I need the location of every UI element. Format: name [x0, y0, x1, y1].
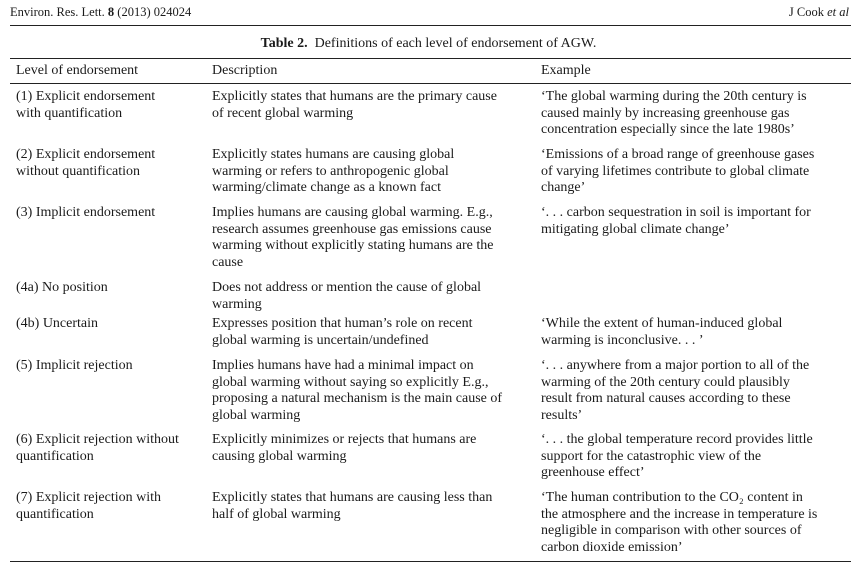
caption-label: Table 2.: [260, 36, 308, 51]
row-example-line: ‘While the extent of human-induced global: [541, 316, 783, 331]
row-example: [541, 205, 811, 238]
row-description-line: half of global warming: [212, 506, 341, 522]
row-example-line: ‘Emissions of a broad range of greenhouse gases: [541, 147, 815, 162]
author-name: J Cook: [788, 5, 824, 19]
row-example-line: results’: [541, 407, 583, 423]
row-description-line: Implies humans have had a minimal impact on: [212, 358, 474, 373]
row-description-line: warming/climate change as a known fact: [212, 180, 441, 196]
row-example: [541, 358, 809, 424]
row-description: [212, 316, 473, 349]
row-description: [212, 280, 481, 313]
table-header-rule: [10, 83, 851, 84]
page-header: [10, 4, 849, 24]
row-example-line: carbon dioxide emission’: [541, 539, 683, 555]
row-description: [212, 358, 502, 424]
row-level: [16, 358, 133, 375]
row-example-line: ‘. . . carbon sequestration in soil is important for: [541, 205, 811, 220]
row-level: [16, 490, 161, 523]
row-level-line: (6) Explicit rejection without: [16, 432, 179, 447]
row-description-line: of recent global warming: [212, 105, 354, 121]
row-description-line: causing global warming: [212, 448, 347, 464]
row-example-line: the atmosphere and the increase in temperature is: [541, 506, 818, 522]
row-example-line: ‘. . . the global temperature record provides little: [541, 432, 813, 447]
row-level-line: (2) Explicit endorsement: [16, 147, 156, 162]
row-description-line: Explicitly states that humans are causing less than: [212, 490, 493, 505]
caption-text: Definitions of each level of endorsement of AGW.: [314, 36, 597, 51]
row-description: [212, 205, 494, 271]
row-description: [212, 490, 492, 523]
author-line: [789, 4, 849, 20]
row-example: [541, 316, 782, 349]
row-description-line: research assumes greenhouse gas emissions cause: [212, 221, 492, 237]
row-example-line: support for the catastrophic view of the: [541, 448, 762, 464]
table-caption: [0, 36, 857, 52]
row-level: [16, 147, 155, 180]
header-rule: [10, 25, 851, 26]
column-header-example: Example: [541, 63, 591, 78]
row-description-line: global warming is uncertain/undefined: [212, 332, 429, 348]
row-example-line: result from natural causes according to these: [541, 391, 791, 407]
row-description-line: global warming without saying so explicitly E.g.,: [212, 374, 489, 390]
column-header-level: Level of endorsement: [16, 63, 139, 78]
row-level-line: without quantification: [16, 163, 141, 179]
row-description-line: Implies humans are causing global warming. E.g.,: [212, 205, 493, 220]
row-example-line: warming is inconclusive. . . ’: [541, 332, 704, 348]
row-description-line: Explicitly states humans are causing global: [212, 147, 455, 162]
row-description-line: proposing a natural mechanism is the main cause of: [212, 391, 503, 407]
row-description-line: Expresses position that human’s role on recent: [212, 316, 473, 331]
row-level: [16, 280, 108, 297]
row-example-line: warming of the 20th century could plausibly: [541, 374, 790, 390]
row-example-line: caused mainly by increasing greenhouse gas: [541, 105, 790, 121]
row-example-line: concentration especially since the late 1980s’: [541, 122, 795, 138]
row-level-line: (5) Implicit rejection: [16, 358, 133, 373]
row-level-line: (1) Explicit endorsement: [16, 89, 156, 104]
row-level-line: (4a) No position: [16, 280, 108, 295]
row-description-line: global warming: [212, 407, 301, 423]
row-level-line: (4b) Uncertain: [16, 316, 99, 331]
row-example: [541, 89, 807, 139]
row-example: [541, 490, 817, 556]
row-example-line: change’: [541, 180, 586, 196]
row-example-line: mitigating global climate change’: [541, 221, 730, 237]
row-description-line: warming or refers to anthropogenic global: [212, 163, 449, 179]
row-description-line: Explicitly states that humans are the primary cause: [212, 89, 497, 104]
row-example-line: of varying lifetimes contribute to global climate: [541, 163, 810, 179]
row-level-line: (7) Explicit rejection with: [16, 490, 162, 505]
row-level-line: (3) Implicit endorsement: [16, 205, 156, 220]
column-header-description: Description: [212, 63, 278, 78]
journal-volume: 8: [107, 5, 115, 19]
row-level-line: with quantification: [16, 105, 123, 121]
row-description-line: warming without explicitly stating humans are the: [212, 238, 494, 254]
journal-issue: (2013) 024024: [117, 5, 192, 19]
row-example-line: negligible in comparison with other sources of: [541, 523, 802, 539]
row-example-line: ‘The human contribution to the CO₂ content in: [541, 490, 803, 505]
row-description: [212, 89, 497, 122]
row-example: [541, 147, 814, 197]
row-level-line: quantification: [16, 506, 94, 522]
row-example-line: ‘. . . anywhere from a major portion to all of the: [541, 358, 810, 373]
row-example: [541, 432, 813, 482]
journal-citation: [10, 4, 191, 20]
row-level: [16, 432, 179, 465]
row-level-line: quantification: [16, 448, 94, 464]
table-bottom-rule: [10, 561, 851, 562]
row-description-line: Does not address or mention the cause of global: [212, 280, 482, 295]
row-description-line: cause: [212, 254, 244, 270]
row-level: [16, 205, 155, 222]
table-top-rule: [10, 58, 851, 59]
author-etal: et al: [827, 5, 849, 19]
row-description: [212, 147, 454, 197]
row-example-line: ‘The global warming during the 20th century is: [541, 89, 807, 104]
journal-name: Environ. Res. Lett.: [10, 5, 105, 19]
row-level: [16, 316, 98, 333]
row-example-line: greenhouse effect’: [541, 465, 645, 481]
row-level: [16, 89, 155, 122]
row-description-line: Explicitly minimizes or rejects that humans are: [212, 432, 477, 447]
row-description-line: warming: [212, 296, 262, 312]
row-description: [212, 432, 476, 465]
